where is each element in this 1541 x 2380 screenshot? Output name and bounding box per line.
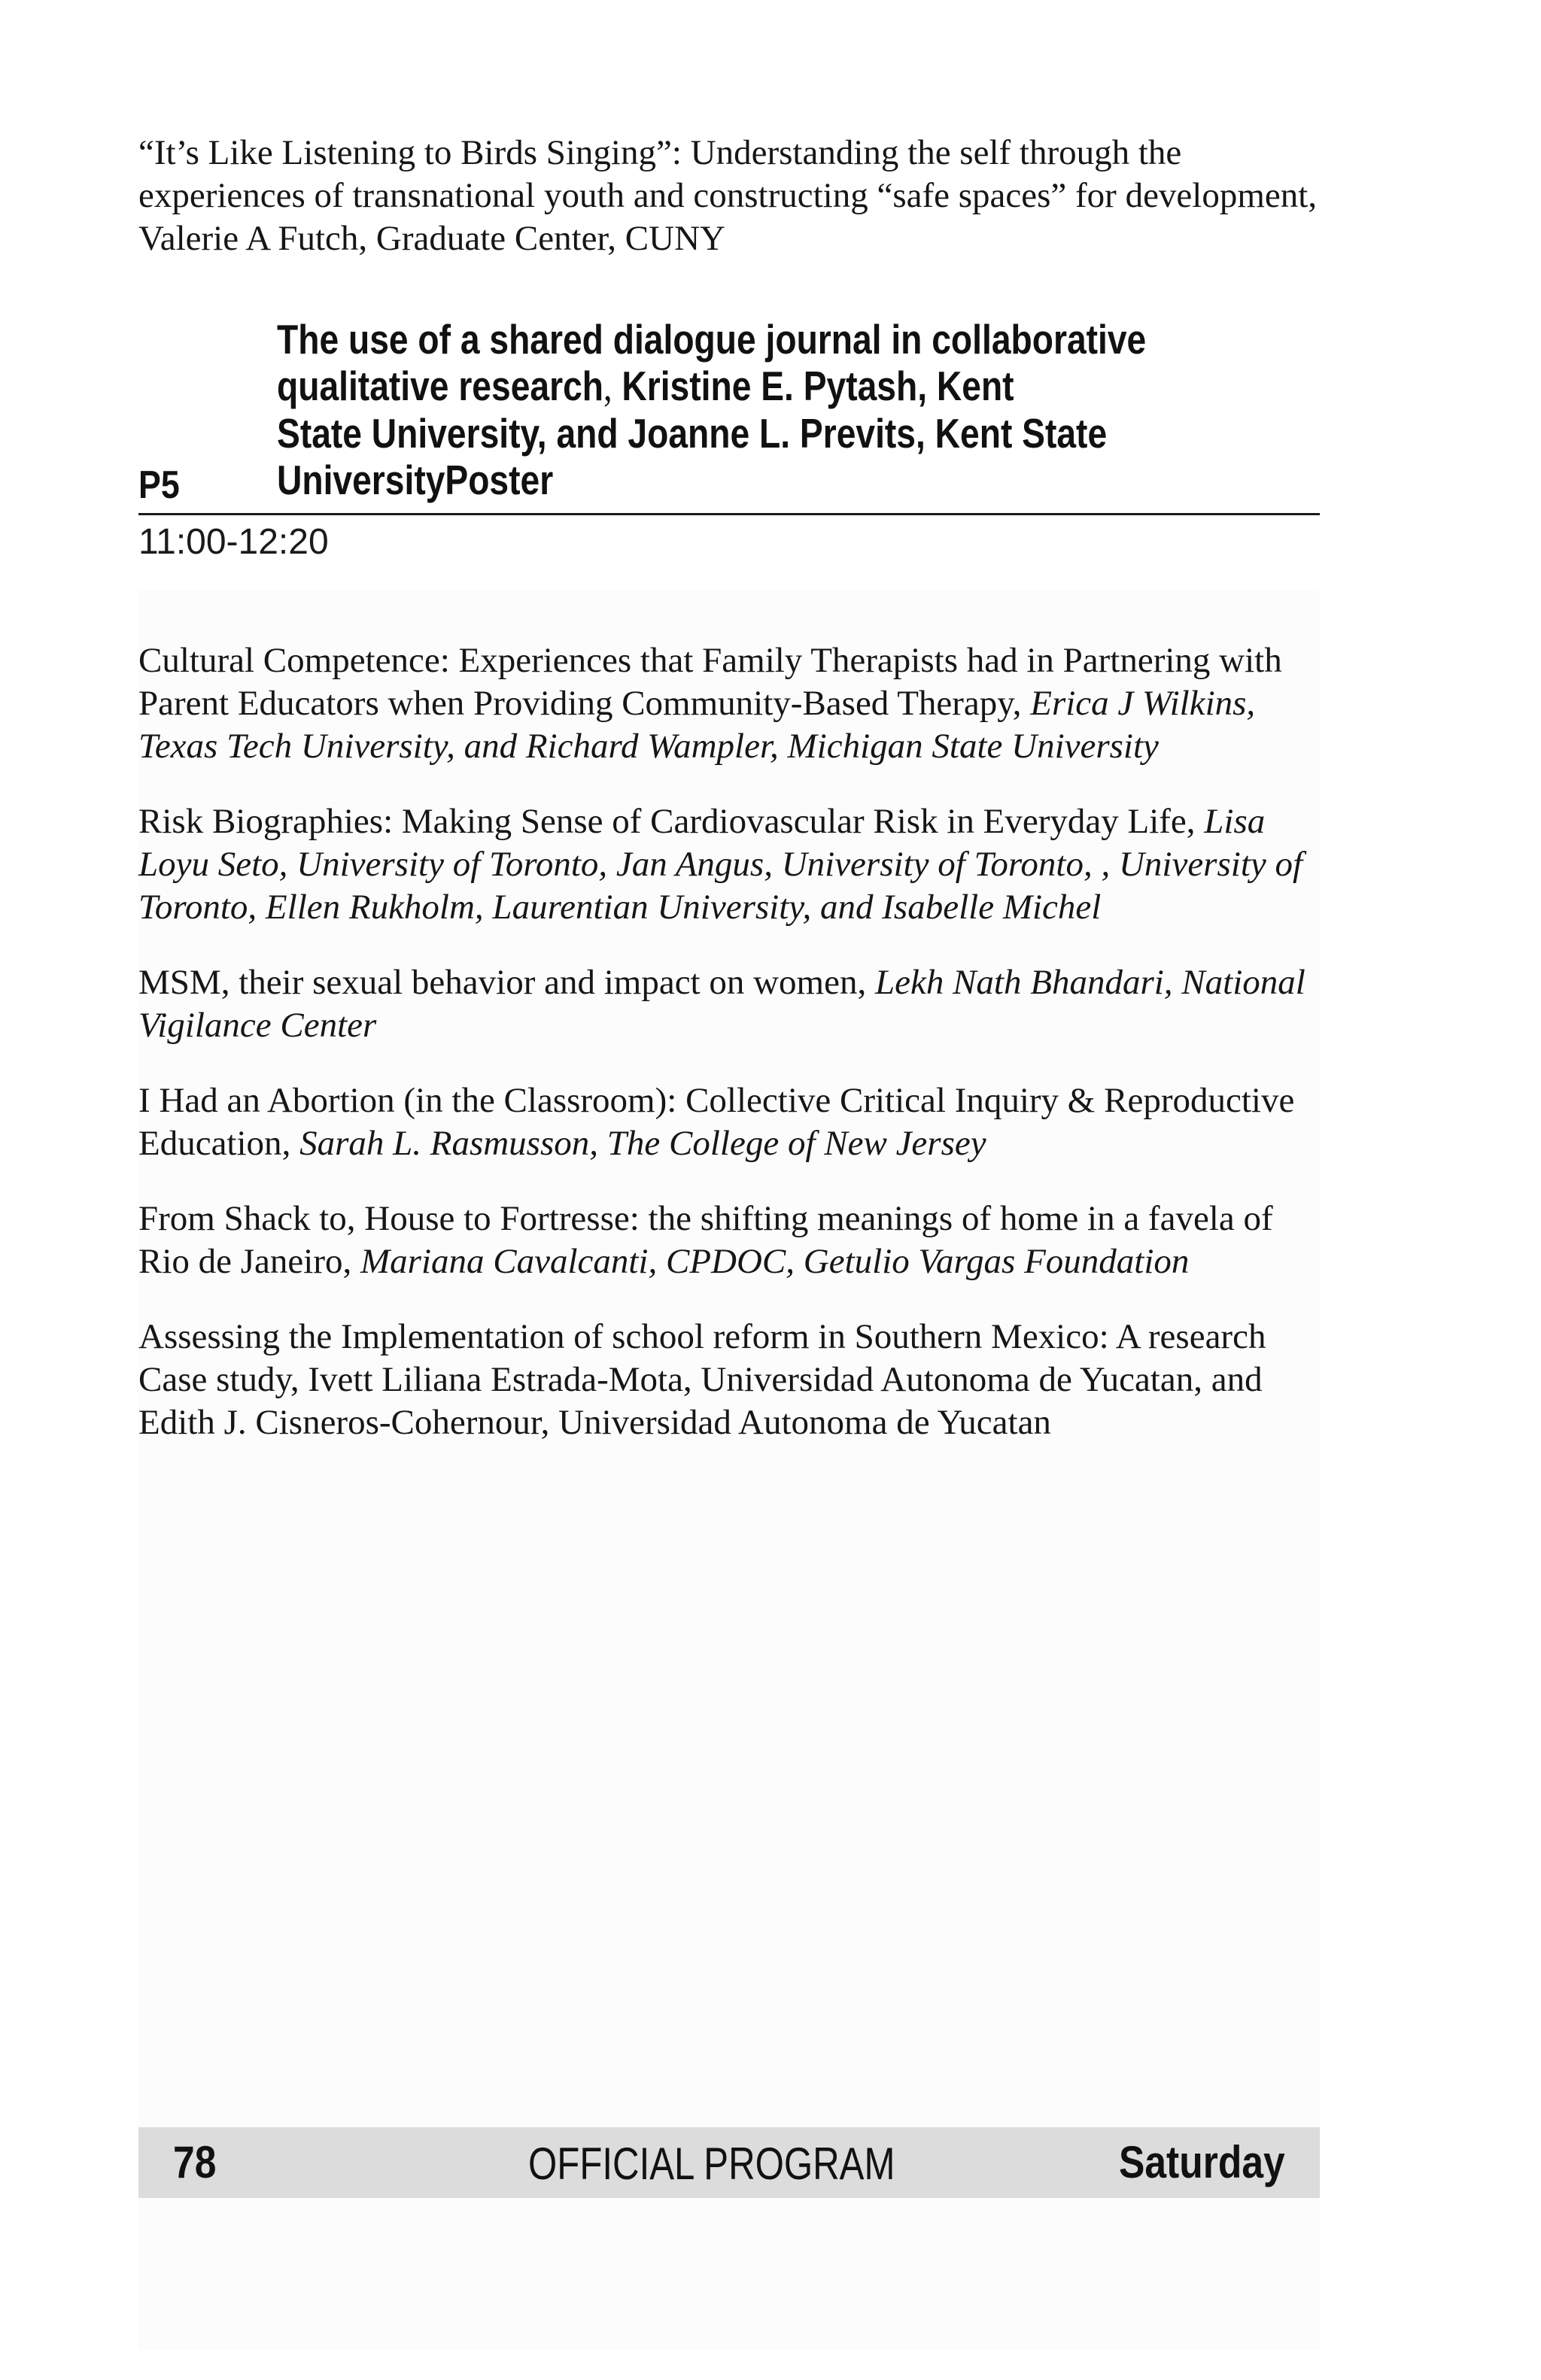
session-title-line-2 (277, 363, 1225, 410)
paper-title: I Had an Abortion (in the Classroom): Collective Critical Inquiry & Reproductive Education (138, 1081, 1295, 1163)
paper-list (138, 639, 1320, 1477)
list-item: MSM, their sexual behavior and impact on women, Lekh Nath Bhandari, National Vigilance Center (138, 963, 1305, 1045)
paper-title: “It’s Like Listening to Birds Singing”: Understanding the self through the experiences of transnational youth and constructing “safe spaces” for development (138, 133, 1308, 215)
session-title-part: qualitative research (277, 363, 603, 409)
footer-title: OFFICIAL PROGRAM (528, 2139, 895, 2189)
session-code: P5 (138, 463, 180, 507)
session-title-line-3: State University, and Joanne L. Previts, Kent State (277, 410, 1108, 457)
paper-title: Assessing the Implementation of school reform in Southern Mexico: A research Case study, Ivett Liliana Estrada-Mota, Universidad Autonoma de Yucatan, and Edith J. Cisneros-Cohernour, Universidad Autonoma de Yucatan (138, 1317, 1266, 1442)
list-item: Risk Biographies: Making Sense of Cardiovascular Risk in Everyday Life, Lisa Loyu Seto, University of Toronto, Jan Angus, University of Toronto, , University of Toronto, Ellen Rukholm, Laurentian University, and Isabelle Michel (138, 802, 1303, 927)
paper-title: Risk Biographies: Making Sense of Cardiovascular Risk in Everyday Life (138, 802, 1187, 841)
session-time: 11:00-12:20 (138, 522, 329, 562)
list-item (138, 1316, 1320, 1444)
paper-authors: Lisa Loyu Seto, University of Toronto, Jan Angus, University of Toronto, , University of Toronto, Ellen Rukholm, Laurentian University, and Isabelle Michel (138, 802, 1303, 927)
session-header (138, 316, 1320, 515)
paper-authors: Sarah L. Rasmusson, The College of New Jersey (299, 1124, 986, 1163)
session-title-line-4: UniversityPoster (277, 457, 554, 503)
paper-authors: Erica J Wilkins, Texas Tech University, and Richard Wampler, Michigan State University (138, 684, 1256, 766)
list-item: Cultural Competence: Experiences that Family Therapists had in Partnering with Parent Educators when Providing Community-Based Therapy, Erica J Wilkins, Texas Tech University, and Richard Wampler, Michigan State University (138, 641, 1282, 766)
paper-title: MSM, their sexual behavior and impact on women (138, 963, 858, 1002)
session-title-part: Kristine E. Pytash, Kent (622, 363, 1014, 409)
paper-title: From Shack to, House to Fortresse: the shifting meanings of home in a favela of Rio de Janeiro (138, 1199, 1273, 1281)
session-title (277, 316, 1225, 503)
paper-authors: Mariana Cavalcanti, CPDOC, Getulio Vargas Foundation (360, 1242, 1190, 1281)
footer-day: Saturday (1119, 2137, 1285, 2187)
page-number: 78 (173, 2137, 217, 2187)
paper-title: Cultural Competence: Experiences that Family Therapists had in Partnering with Parent Educators when Providing Community-Based Therapy (138, 641, 1282, 723)
list-item: I Had an Abortion (in the Classroom): Collective Critical Inquiry & Reproductive Education, Sarah L. Rasmusson, The College of New Jersey (138, 1081, 1295, 1163)
paper-authors: Lekh Nath Bhandari, National Vigilance Center (138, 963, 1305, 1045)
session-title-line-1: The use of a shared dialogue journal in collaborative (277, 316, 1147, 363)
session-title-separator: , (603, 363, 612, 409)
page-footer (138, 2127, 1320, 2198)
list-item: From Shack to, House to Fortresse: the shifting meanings of home in a favela of Rio de Janeiro, Mariana Cavalcanti, CPDOC, Getulio Vargas Foundation (138, 1199, 1273, 1281)
paper-authors: Valerie A Futch, Graduate Center, CUNY (138, 219, 725, 258)
paper-entry-top: “It’s Like Listening to Birds Singing”: Understanding the self through the experiences of transnational youth and constructing “safe spaces” for development, Valerie A Futch, Graduate Center, CUNY (138, 133, 1318, 258)
